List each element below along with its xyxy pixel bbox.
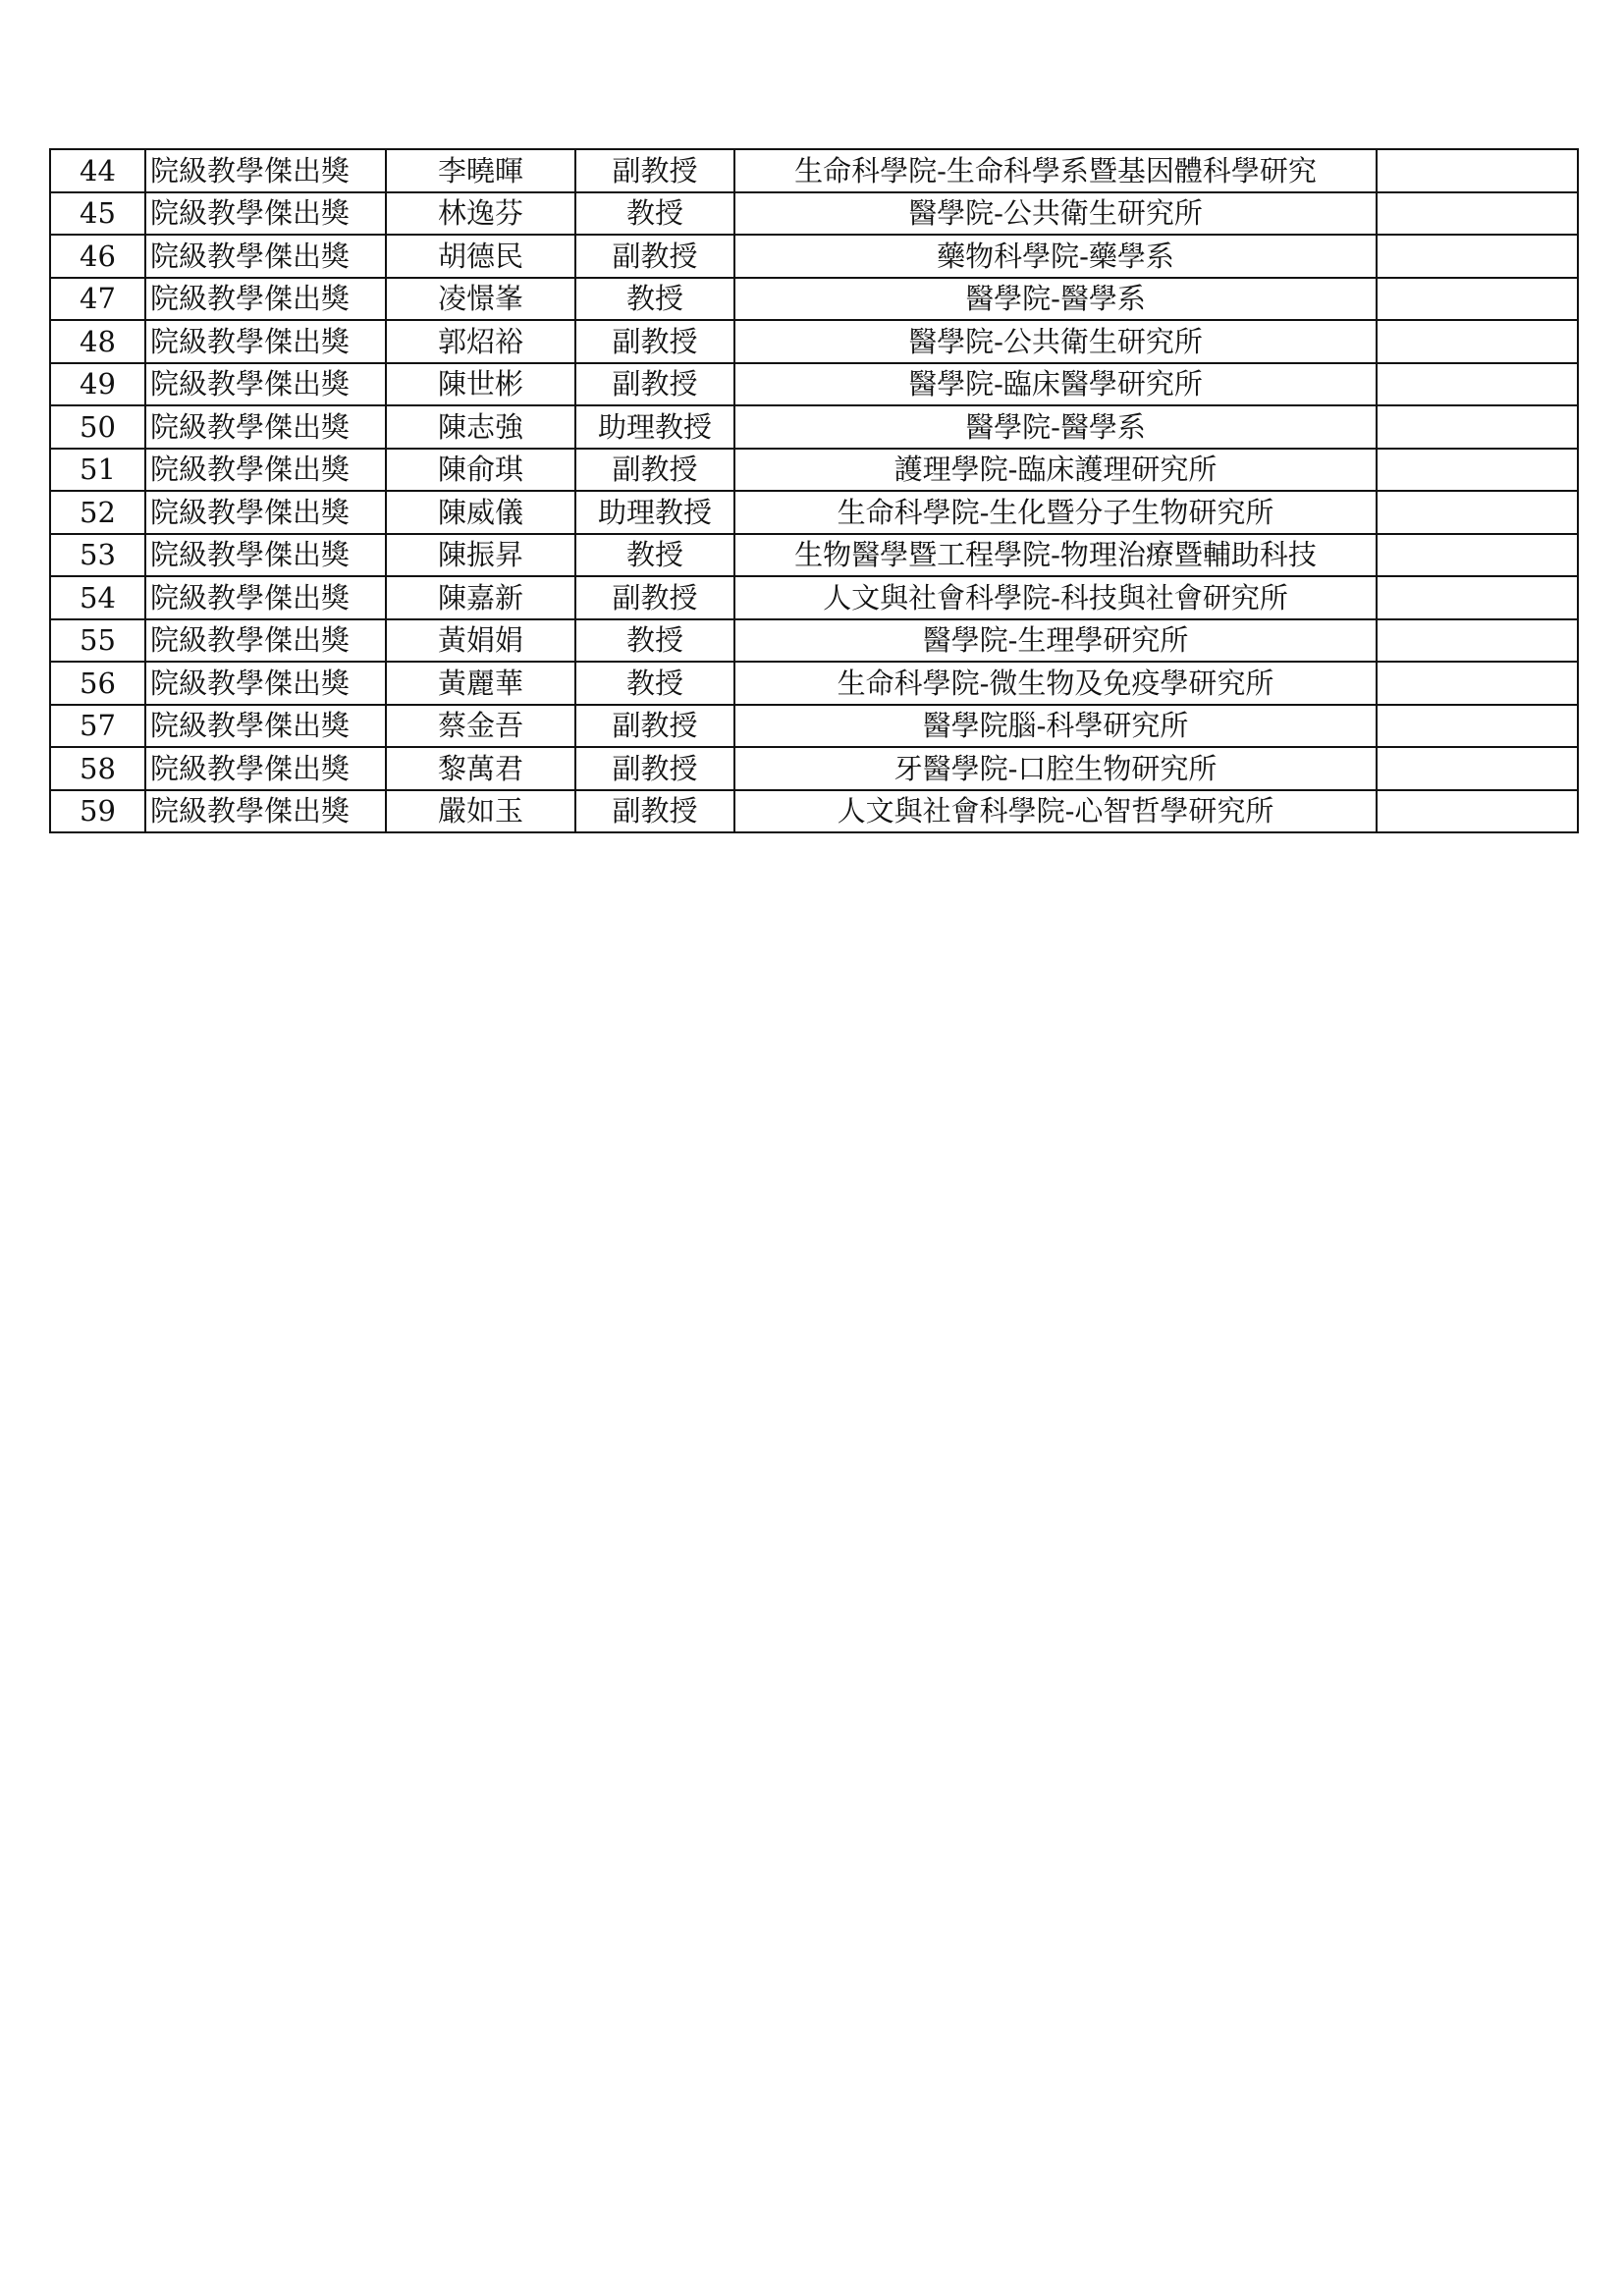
table-body — [50, 149, 1578, 832]
row-number-cell: 48 — [50, 320, 145, 363]
academic-title-cell: 副教授 — [575, 320, 734, 363]
table-row — [50, 405, 1578, 449]
department-cell: 生物醫學暨工程學院-物理治療暨輔助科技 — [734, 534, 1377, 577]
row-number-cell: 59 — [50, 790, 145, 833]
academic-title-cell: 副教授 — [575, 149, 734, 192]
row-number-cell: 45 — [50, 192, 145, 236]
row-number-cell: 46 — [50, 235, 145, 278]
table-row — [50, 705, 1578, 748]
recipient-name-cell: 林逸芬 — [386, 192, 575, 236]
remarks-cell — [1377, 405, 1578, 449]
award-name-cell: 院級教學傑出獎 — [145, 149, 386, 192]
academic-title-cell: 副教授 — [575, 790, 734, 833]
recipient-name-cell: 胡德民 — [386, 235, 575, 278]
remarks-cell — [1377, 449, 1578, 492]
table-row — [50, 491, 1578, 534]
remarks-cell — [1377, 790, 1578, 833]
academic-title-cell: 助理教授 — [575, 491, 734, 534]
remarks-cell — [1377, 619, 1578, 663]
academic-title-cell: 教授 — [575, 192, 734, 236]
department-cell: 生命科學院-微生物及免疫學研究所 — [734, 662, 1377, 705]
department-cell: 護理學院-臨床護理研究所 — [734, 449, 1377, 492]
department-cell: 醫學院-公共衛生研究所 — [734, 320, 1377, 363]
recipient-name-cell: 李曉暉 — [386, 149, 575, 192]
remarks-cell — [1377, 320, 1578, 363]
award-name-cell: 院級教學傑出獎 — [145, 192, 386, 236]
academic-title-cell: 副教授 — [575, 576, 734, 619]
table-row — [50, 278, 1578, 321]
remarks-cell — [1377, 576, 1578, 619]
row-number-cell: 56 — [50, 662, 145, 705]
recipient-name-cell: 黃麗華 — [386, 662, 575, 705]
award-name-cell: 院級教學傑出獎 — [145, 320, 386, 363]
academic-title-cell: 教授 — [575, 534, 734, 577]
recipient-name-cell: 陳俞琪 — [386, 449, 575, 492]
table-row — [50, 235, 1578, 278]
table-row — [50, 790, 1578, 833]
award-name-cell: 院級教學傑出獎 — [145, 576, 386, 619]
table-row — [50, 747, 1578, 790]
row-number-cell: 58 — [50, 747, 145, 790]
academic-title-cell: 副教授 — [575, 747, 734, 790]
table-row — [50, 320, 1578, 363]
academic-title-cell: 教授 — [575, 278, 734, 321]
award-name-cell: 院級教學傑出獎 — [145, 449, 386, 492]
remarks-cell — [1377, 705, 1578, 748]
award-name-cell: 院級教學傑出獎 — [145, 278, 386, 321]
academic-title-cell: 教授 — [575, 619, 734, 663]
table-row — [50, 576, 1578, 619]
remarks-cell — [1377, 491, 1578, 534]
remarks-cell — [1377, 235, 1578, 278]
department-cell: 醫學院-醫學系 — [734, 405, 1377, 449]
remarks-cell — [1377, 149, 1578, 192]
table-row — [50, 534, 1578, 577]
recipient-name-cell: 黎萬君 — [386, 747, 575, 790]
row-number-cell: 52 — [50, 491, 145, 534]
department-cell: 醫學院-臨床醫學研究所 — [734, 363, 1377, 406]
award-name-cell: 院級教學傑出獎 — [145, 491, 386, 534]
award-name-cell: 院級教學傑出獎 — [145, 235, 386, 278]
department-cell: 醫學院-生理學研究所 — [734, 619, 1377, 663]
row-number-cell: 53 — [50, 534, 145, 577]
department-cell: 生命科學院-生化暨分子生物研究所 — [734, 491, 1377, 534]
remarks-cell — [1377, 363, 1578, 406]
award-name-cell: 院級教學傑出獎 — [145, 363, 386, 406]
table-row — [50, 449, 1578, 492]
award-name-cell: 院級教學傑出獎 — [145, 662, 386, 705]
award-name-cell: 院級教學傑出獎 — [145, 705, 386, 748]
recipient-name-cell: 陳世彬 — [386, 363, 575, 406]
recipient-name-cell: 蔡金吾 — [386, 705, 575, 748]
row-number-cell: 57 — [50, 705, 145, 748]
row-number-cell: 49 — [50, 363, 145, 406]
table-row — [50, 662, 1578, 705]
table-row — [50, 363, 1578, 406]
awards-table — [49, 148, 1579, 833]
recipient-name-cell: 陳威儀 — [386, 491, 575, 534]
department-cell: 醫學院-醫學系 — [734, 278, 1377, 321]
remarks-cell — [1377, 662, 1578, 705]
department-cell: 牙醫學院-口腔生物研究所 — [734, 747, 1377, 790]
academic-title-cell: 副教授 — [575, 449, 734, 492]
row-number-cell: 50 — [50, 405, 145, 449]
academic-title-cell: 教授 — [575, 662, 734, 705]
academic-title-cell: 副教授 — [575, 235, 734, 278]
recipient-name-cell: 陳嘉新 — [386, 576, 575, 619]
department-cell: 人文與社會科學院-心智哲學研究所 — [734, 790, 1377, 833]
row-number-cell: 54 — [50, 576, 145, 619]
academic-title-cell: 助理教授 — [575, 405, 734, 449]
row-number-cell: 47 — [50, 278, 145, 321]
row-number-cell: 51 — [50, 449, 145, 492]
department-cell: 醫學院-公共衛生研究所 — [734, 192, 1377, 236]
table-row — [50, 192, 1578, 236]
award-name-cell: 院級教學傑出獎 — [145, 790, 386, 833]
table-row — [50, 619, 1578, 663]
department-cell: 生命科學院-生命科學系暨基因體科學研究 — [734, 149, 1377, 192]
academic-title-cell: 副教授 — [575, 705, 734, 748]
academic-title-cell: 副教授 — [575, 363, 734, 406]
recipient-name-cell: 陳志強 — [386, 405, 575, 449]
department-cell: 人文與社會科學院-科技與社會研究所 — [734, 576, 1377, 619]
department-cell: 藥物科學院-藥學系 — [734, 235, 1377, 278]
row-number-cell: 55 — [50, 619, 145, 663]
row-number-cell: 44 — [50, 149, 145, 192]
department-cell: 醫學院腦-科學研究所 — [734, 705, 1377, 748]
award-name-cell: 院級教學傑出獎 — [145, 534, 386, 577]
recipient-name-cell: 黃娟娟 — [386, 619, 575, 663]
remarks-cell — [1377, 747, 1578, 790]
recipient-name-cell: 凌憬峯 — [386, 278, 575, 321]
remarks-cell — [1377, 278, 1578, 321]
award-name-cell: 院級教學傑出獎 — [145, 619, 386, 663]
remarks-cell — [1377, 192, 1578, 236]
recipient-name-cell: 陳振昇 — [386, 534, 575, 577]
table-row — [50, 149, 1578, 192]
recipient-name-cell: 嚴如玉 — [386, 790, 575, 833]
remarks-cell — [1377, 534, 1578, 577]
award-name-cell: 院級教學傑出獎 — [145, 405, 386, 449]
recipient-name-cell: 郭炤裕 — [386, 320, 575, 363]
award-name-cell: 院級教學傑出獎 — [145, 747, 386, 790]
